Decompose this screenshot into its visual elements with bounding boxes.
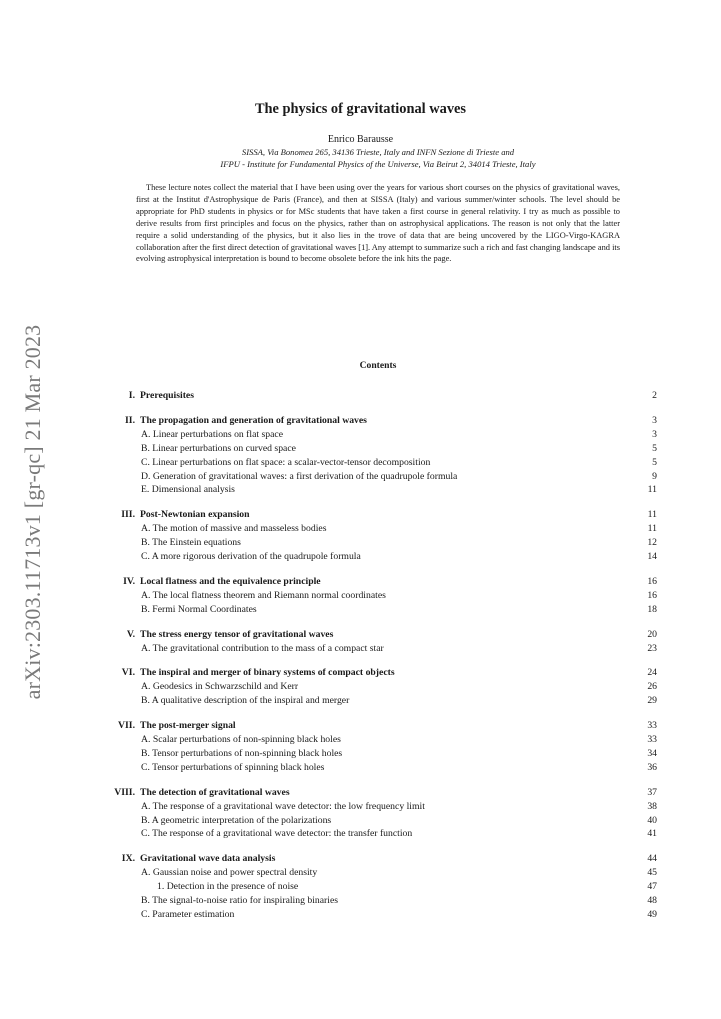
toc-subsection [0, 880, 721, 893]
toc-section-number: VI. [121, 667, 135, 679]
toc-subsection-title: B. A qualitative description of the inspiral and merger [141, 695, 350, 707]
toc-page-number: 45 [647, 867, 657, 879]
toc-section-number: II. [125, 414, 135, 426]
toc-section-title: The stress energy tensor of gravitational waves [140, 628, 334, 640]
toc-subsection-title: C. Tensor perturbations of spinning black holes [141, 761, 325, 773]
toc-page-number: 20 [647, 628, 657, 640]
toc-subsection [0, 456, 721, 469]
toc-page-number: 2 [652, 390, 657, 401]
toc-page-number: 3 [652, 428, 657, 440]
toc-subsection [0, 800, 721, 813]
toc-subsection-title: C. A more rigorous derivation of the quadrupole formula [141, 551, 361, 562]
toc-page-number: 11 [647, 484, 657, 496]
toc-section-number: I. [128, 390, 135, 401]
toc-page-number: 40 [647, 814, 657, 826]
toc-subsection-title: C. Linear perturbations on flat space: a scalar-vector-tensor decomposition [141, 456, 431, 468]
toc-subsection-title: B. Tensor perturbations of non-spinning black holes [141, 747, 343, 759]
toc-page-number: 16 [647, 589, 657, 601]
toc-page-number: 9 [652, 470, 657, 482]
toc-subsection [0, 536, 721, 549]
toc-page-number: 33 [647, 720, 657, 732]
toc-subsection-title: D. Generation of gravitational waves: a first derivation of the quadrupole formula [141, 470, 458, 482]
toc-page-number: 48 [647, 895, 657, 906]
toc-page-number: 37 [647, 786, 657, 798]
toc-subsection-title: A. The motion of massive and masseless bodies [141, 523, 327, 535]
toc-subsection [0, 894, 721, 907]
toc-page-number: 23 [647, 642, 657, 654]
toc-section-number: IV. [123, 575, 135, 587]
toc-section [0, 719, 721, 732]
toc-subsection-title: A. The response of a gravitational wave detector: the low frequency limit [141, 800, 425, 812]
toc-page-number: 47 [647, 881, 657, 893]
author-name: Enrico Barausse [327, 134, 394, 145]
toc-subsection [0, 733, 721, 746]
toc-page-number: 3 [652, 414, 657, 426]
toc-section-title: Prerequisites [140, 390, 194, 401]
toc-subsection-title: B. Linear perturbations on curved space [141, 442, 296, 454]
affiliation-line: SISSA, Via Bonomea 265, 34136 Trieste, Italy and INFN Sezione di Trieste and [241, 147, 515, 157]
toc-subsection-title: B. A geometric interpretation of the polarizations [141, 814, 332, 826]
contents-heading: Contents [359, 360, 397, 371]
toc-section [0, 508, 721, 521]
toc-page-number: 18 [647, 603, 657, 615]
toc-section-title: The propagation and generation of gravitational waves [140, 414, 367, 426]
toc-page-number: 38 [647, 800, 657, 812]
toc-section-title: The post-merger signal [140, 720, 236, 732]
toc-subsection [0, 522, 721, 535]
toc-section-number: V. [126, 628, 135, 640]
toc-page-number: 5 [652, 442, 657, 454]
toc-section-title: The inspiral and merger of binary systems of compact objects [140, 667, 395, 679]
toc-page-number: 16 [647, 575, 657, 587]
abstract: These lecture notes collect the material that I have been using over the years for various short courses on the physics of gravitational waves, first at the Institut d'Astrophysique de Paris (France), and then at SISSA (Italy) and various summer/winter schools. The level should be appropriate for PhD students in physics or for MSc students that have taken a first course in general relativity. I try as much as possible to derive results from first principles and focus on the physics, rather than on astrophysical applications. The reason is not only that the latter require a solid understanding of the physics, but it also lies in the trove of data that are being uncovered by the LIGO-Virgo-KAGRA collaboration after the first direct detection of gravitational waves [1]. Any attempt to summarize such a rich and fast changing landscape and its evolving astrophysical interpretation is bound to become obsolete before the ink hits the page. [136, 183, 620, 264]
toc-page-number: 41 [647, 828, 657, 840]
toc-page-number: 12 [647, 537, 657, 549]
toc-page-number: 14 [647, 551, 657, 562]
toc-section [0, 852, 721, 865]
toc-section [0, 575, 721, 588]
toc-subsection-title: A. Linear perturbations on flat space [141, 428, 284, 440]
toc-page-number: 11 [647, 509, 657, 521]
toc-page-number: 24 [647, 667, 657, 679]
toc-section [0, 628, 721, 641]
toc-section-number: IX. [121, 853, 135, 865]
toc-subsection [0, 483, 721, 496]
toc-subsection-title: B. The signal-to-noise ratio for inspiraling binaries [141, 895, 339, 906]
toc-section-number: III. [121, 509, 135, 521]
toc-page-number: 33 [647, 734, 657, 745]
toc-subsection [0, 428, 721, 441]
toc-subsection [0, 827, 721, 840]
toc-subsection-title: C. Parameter estimation [141, 908, 235, 920]
toc-section-title: The detection of gravitational waves [140, 786, 290, 798]
toc-section [0, 414, 721, 427]
toc-subsection-title: A. Geodesics in Schwarzschild and Kerr [141, 681, 299, 693]
toc-subsection-title: B. Fermi Normal Coordinates [141, 603, 257, 615]
toc-subsection-title: B. The Einstein equations [141, 537, 241, 549]
toc-page-number: 29 [647, 695, 657, 707]
arxiv-stamp: arXiv:2303.11713v1 [gr-qc] 21 Mar 2023 [20, 324, 45, 700]
toc-subsection-title: A. The local flatness theorem and Riemann normal coordinates [141, 589, 386, 601]
toc-subsection [0, 761, 721, 774]
toc-subsection [0, 680, 721, 693]
toc-subsection [0, 814, 721, 827]
toc-subsection-title: A. The gravitational contribution to the mass of a compact star [141, 642, 384, 654]
toc-page-number: 34 [647, 747, 657, 759]
toc-page-number: 5 [652, 456, 657, 468]
toc-section [0, 786, 721, 799]
toc-section-number: VII. [118, 720, 135, 732]
toc-subsection [0, 866, 721, 879]
paper-title: The physics of gravitational waves [254, 101, 467, 117]
toc-subsection-title: A. Scalar perturbations of non-spinning black holes [141, 734, 341, 745]
affiliation-line: IFPU - Institute for Fundamental Physics of the Universe, Via Beirut 2, 34014 Trieste, Italy [220, 159, 536, 169]
toc-section-number: VIII. [114, 786, 135, 798]
toc-page-number: 44 [647, 853, 657, 865]
toc-page-number: 26 [647, 681, 657, 693]
toc-subsection [0, 694, 721, 707]
toc-subsection [0, 470, 721, 483]
toc-section [0, 389, 721, 402]
toc-page-number: 36 [647, 761, 657, 773]
toc-page-number: 49 [647, 908, 657, 920]
toc-subsection [0, 550, 721, 563]
toc-subsection [0, 908, 721, 921]
toc-subsection [0, 603, 721, 616]
toc-subsection-title: A. Gaussian noise and power spectral density [141, 867, 318, 879]
toc-section-title: Gravitational wave data analysis [140, 853, 276, 865]
toc-subsection-title: E. Dimensional analysis [141, 484, 235, 496]
toc-subsection [0, 589, 721, 602]
toc-section-title: Local flatness and the equivalence principle [140, 575, 321, 587]
toc-section-title: Post-Newtonian expansion [140, 509, 250, 521]
toc-subsection-title: C. The response of a gravitational wave detector: the transfer function [141, 828, 413, 840]
toc-section [0, 666, 721, 679]
toc-subsection [0, 642, 721, 655]
toc-subsection-title: 1. Detection in the presence of noise [157, 881, 299, 893]
toc-page-number: 11 [647, 523, 657, 535]
toc-subsection [0, 442, 721, 455]
toc-subsection [0, 747, 721, 760]
